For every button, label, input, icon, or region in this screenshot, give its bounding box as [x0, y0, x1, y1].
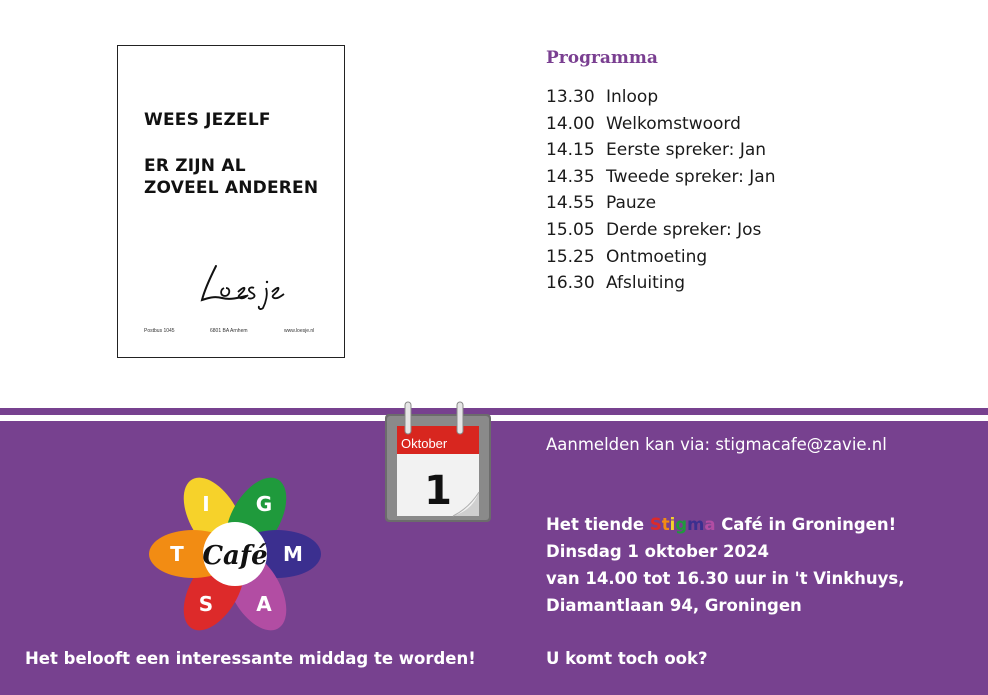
programma-label: Afsluiting [606, 273, 686, 294]
programma-item [546, 87, 776, 114]
calendar-icon [383, 400, 493, 525]
programma-item [546, 140, 776, 167]
event-title-suffix: Café in Groningen! [715, 515, 897, 534]
programma-item [546, 273, 776, 300]
poster-footer-url: www.loesje.nl [284, 328, 315, 334]
programma-time: 14.15 [546, 140, 595, 161]
event-address: Diamantlaan 94, Groningen [546, 596, 802, 615]
poster-line-3: ZOVEEL ANDEREN [144, 178, 319, 198]
programma-label: Inloop [606, 87, 659, 107]
calendar-day: 1 [424, 468, 452, 514]
programma-time: 15.05 [546, 219, 595, 240]
programma-time: 15.25 [546, 246, 595, 267]
logo-letter: I [202, 491, 210, 516]
programma-item [546, 193, 776, 220]
programma-list [546, 87, 776, 300]
logo-letter: S [198, 592, 214, 617]
logo-letter: T [170, 542, 184, 566]
calendar-month: Oktober [401, 436, 448, 451]
aanmelden-text: Aanmelden kan via: stigmacafe@zavie.nl [546, 435, 887, 454]
event-title-prefix: Het tiende [546, 515, 650, 534]
event-time-location: van 14.00 tot 16.30 uur in 't Vinkhuys, [546, 569, 905, 588]
belooft-text: Het belooft een interessante middag te worden! [25, 649, 476, 668]
programma-time: 16.30 [546, 273, 595, 294]
event-invite: U komt toch ook? [546, 649, 708, 668]
programma-title: Programma [546, 48, 658, 68]
stigma-letter: t [661, 515, 670, 534]
programma-item [546, 167, 776, 194]
logo-cafe: Café [202, 541, 268, 571]
event-date: Dinsdag 1 oktober 2024 [546, 542, 769, 561]
programma-item [546, 220, 776, 247]
poster-footer-city: 6801 BA Arnhem [210, 328, 248, 334]
event-title [546, 515, 896, 534]
stigma-letter: a [704, 515, 716, 534]
programma-label: Ontmoeting [606, 246, 708, 267]
stigma-letter: i [669, 515, 676, 534]
programma-label: Welkomstwoord [606, 113, 741, 134]
logo-letter: A [256, 592, 272, 617]
programma-label: Eerste spreker: Jan [606, 140, 767, 161]
programma-time: 14.55 [546, 193, 595, 214]
programma-label: Tweede spreker: Jan [606, 166, 776, 187]
stigma-letter: m [687, 515, 705, 534]
stigma-letter: S [649, 515, 662, 534]
loesje-signature-icon [194, 258, 304, 310]
logo-letter: G [255, 491, 273, 516]
programma-time: 14.00 [546, 113, 595, 134]
programma-label: Pauze [606, 193, 657, 214]
poster-footer-address: Postbus 1045 [144, 328, 175, 334]
programma-time: 14.35 [546, 166, 595, 187]
stigma-letter: g [675, 515, 688, 534]
programma-label: Derde spreker: Jos [606, 219, 762, 240]
logo-letter: M [283, 542, 303, 566]
stigma-cafe-logo [143, 470, 328, 640]
loesje-poster [117, 45, 345, 358]
stigma-word [650, 515, 716, 534]
poster-line-1: WEES JEZELF [144, 110, 271, 130]
programma-item [546, 114, 776, 141]
programma-time: 13.30 [546, 87, 595, 107]
programma-item [546, 247, 776, 274]
poster-line-2: ER ZIJN AL [144, 156, 246, 176]
divider-stripe [0, 408, 988, 415]
